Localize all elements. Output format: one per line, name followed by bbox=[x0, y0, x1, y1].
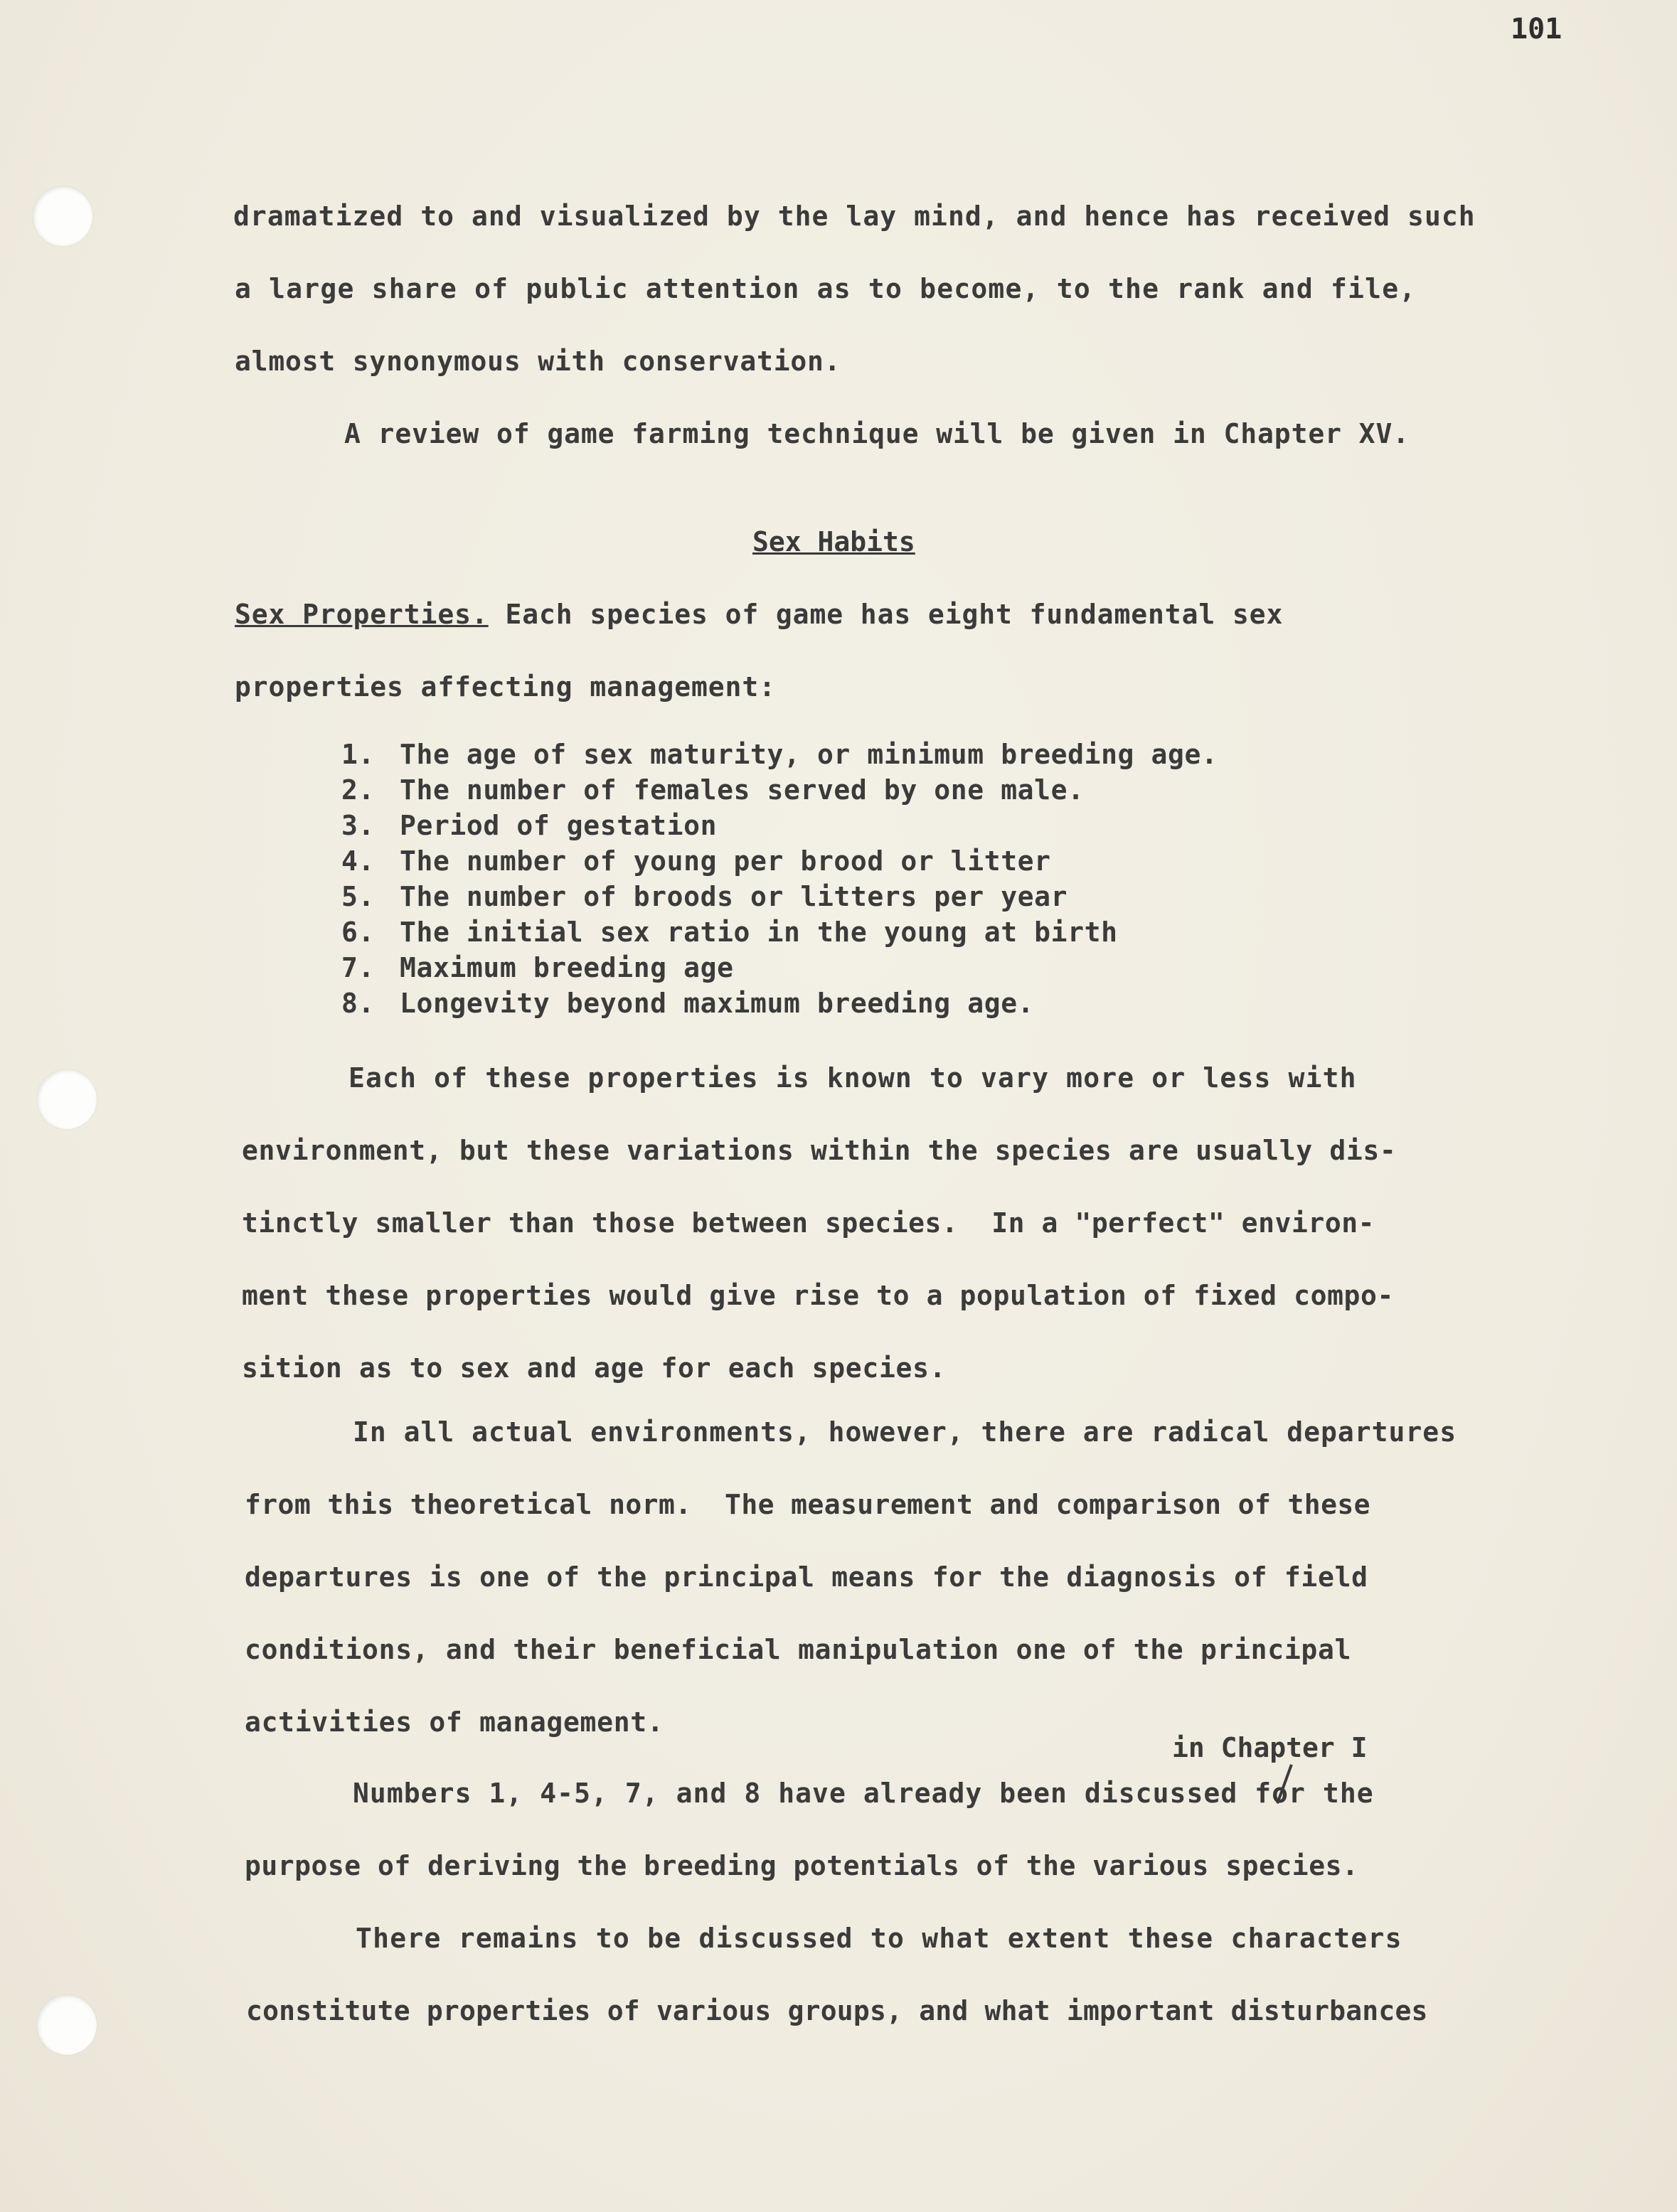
paragraph-line: conditions, and their beneficial manipulation one of the principal bbox=[245, 1634, 1352, 1665]
paragraph-line: environment, but these variations within the species are usually dis- bbox=[242, 1135, 1397, 1166]
sex-properties-list bbox=[341, 737, 1218, 1021]
paragraph-line: activities of management. bbox=[245, 1706, 664, 1738]
paragraph-line: purpose of deriving the breeding potentials of the various species. bbox=[245, 1850, 1359, 1881]
page-number: 101 bbox=[1511, 13, 1562, 46]
paragraph-line: dramatized to and visualized by the lay mind, and hence has received such bbox=[233, 201, 1476, 232]
intro-line bbox=[235, 599, 1283, 630]
list-item: 8. Longevity beyond maximum breeding age. bbox=[341, 988, 1035, 1019]
paragraph-line: Numbers 1, 4-5, 7, and 8 have already been discussed for the bbox=[353, 1778, 1374, 1809]
list-item: 2. The number of females served by one male. bbox=[341, 774, 1085, 806]
review-line: A review of game farming technique will be given in Chapter XV. bbox=[344, 418, 1410, 449]
inserted-text: in Chapter I bbox=[1172, 1732, 1368, 1763]
paragraph-line: almost synonymous with conservation. bbox=[235, 346, 841, 377]
punch-hole-top bbox=[33, 186, 92, 246]
paragraph-line: In all actual environments, however, there are radical departures bbox=[353, 1416, 1457, 1448]
list-item: 7. Maximum breeding age bbox=[341, 952, 734, 983]
intro-text: Each species of game has eight fundamental sex bbox=[488, 599, 1284, 630]
punch-hole-bottom bbox=[37, 1995, 97, 2055]
list-item: 5. The number of broods or litters per year bbox=[341, 881, 1068, 912]
intro-line: properties affecting management: bbox=[235, 671, 776, 702]
list-item: 3. Period of gestation bbox=[341, 810, 718, 841]
paragraph-line: tinctly smaller than those between species. In a "perfect" environ- bbox=[242, 1207, 1375, 1239]
paragraph-line: from this theoretical norm. The measurement and comparison of these bbox=[245, 1489, 1370, 1520]
run-in-heading: Sex Properties. bbox=[235, 599, 489, 630]
paragraph-line: a large share of public attention as to become, to the rank and file, bbox=[235, 273, 1417, 304]
punch-hole-middle bbox=[37, 1069, 97, 1129]
section-heading: Sex Habits bbox=[752, 526, 915, 557]
list-item: 1. The age of sex maturity, or minimum breeding age. bbox=[341, 739, 1218, 770]
paragraph-line: departures is one of the principal means for the diagnosis of field bbox=[245, 1561, 1368, 1593]
list-item: 4. The number of young per brood or litter bbox=[341, 845, 1051, 877]
paragraph-line: There remains to be discussed to what extent these characters bbox=[356, 1923, 1402, 1954]
paragraph-line: ment these properties would give rise to a population of fixed compo- bbox=[242, 1280, 1394, 1311]
paragraph-line: sition as to sex and age for each species. bbox=[242, 1352, 947, 1384]
list-item: 6. The initial sex ratio in the young at birth bbox=[341, 917, 1118, 948]
paragraph-line: Each of these properties is known to vary more or less with bbox=[348, 1062, 1357, 1094]
paragraph-line: constitute properties of various groups, and what important disturbances bbox=[246, 1995, 1428, 2026]
